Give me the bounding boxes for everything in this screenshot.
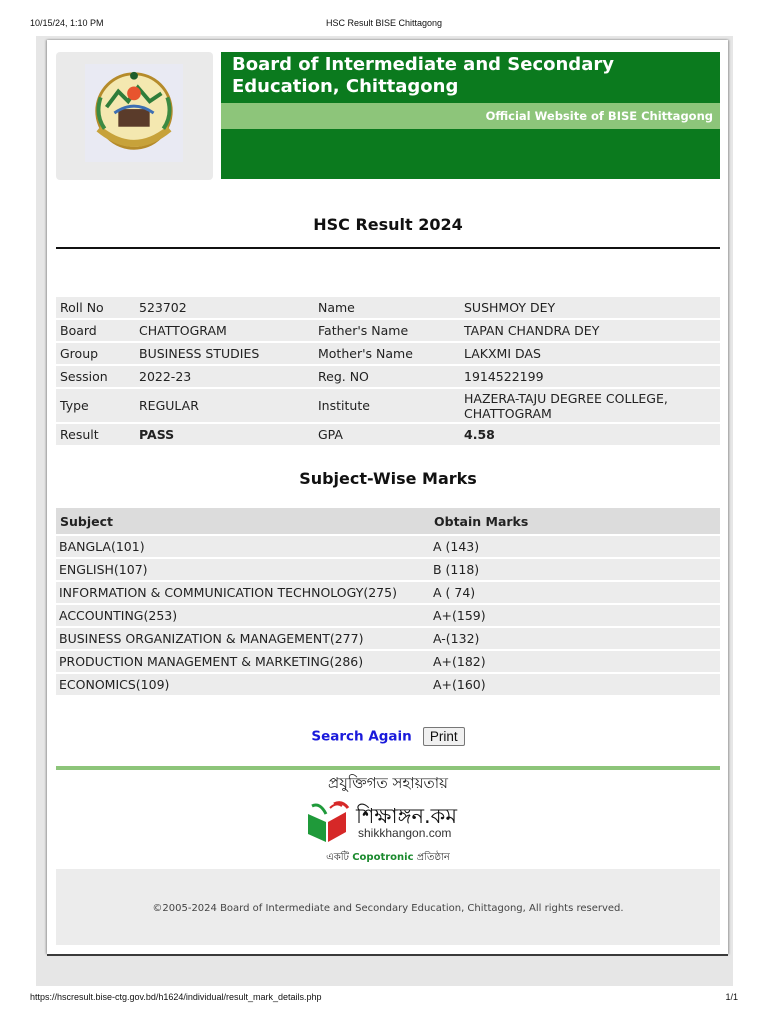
session-value: 2022-23 bbox=[135, 366, 314, 387]
copyright-text: ©2005-2024 Board of Intermediate and Secondary Education, Chittagong, All rights reserved. bbox=[152, 903, 624, 914]
print-page-number: 1/1 bbox=[725, 992, 738, 1002]
board-label: Board bbox=[56, 320, 135, 341]
site-subtitle: Official Website of BISE Chittagong bbox=[485, 109, 713, 123]
mother-name-value: LAKXMI DAS bbox=[460, 343, 720, 364]
page-title: HSC Result 2024 bbox=[313, 215, 463, 234]
sponsor-tag-prefix: একটি bbox=[326, 852, 350, 863]
marks-cell: A+(160) bbox=[430, 674, 720, 695]
search-again-link[interactable]: Search Again bbox=[311, 728, 412, 745]
gpa-label: GPA bbox=[314, 424, 460, 445]
type-value: REGULAR bbox=[135, 389, 314, 422]
result-value: PASS bbox=[135, 424, 314, 445]
group-value: BUSINESS STUDIES bbox=[135, 343, 314, 364]
subject-cell: ENGLISH(107) bbox=[56, 559, 430, 580]
name-value: SUSHMOY DEY bbox=[460, 297, 720, 318]
name-label: Name bbox=[314, 297, 460, 318]
shikkhangon-book-icon bbox=[304, 800, 352, 844]
session-label: Session bbox=[56, 366, 135, 387]
subject-marks-heading: Subject-Wise Marks bbox=[299, 469, 477, 488]
subject-cell: PRODUCTION MANAGEMENT & MARKETING(286) bbox=[56, 651, 430, 672]
action-bar bbox=[56, 726, 720, 746]
print-date: 10/15/24, 1:10 PM bbox=[30, 18, 104, 28]
board-title: Board of Intermediate and Secondary Education, Chittagong bbox=[232, 54, 614, 97]
board-value: CHATTOGRAM bbox=[135, 320, 314, 341]
sponsor-tagline bbox=[56, 850, 720, 867]
subject-cell: INFORMATION & COMMUNICATION TECHNOLOGY(275) bbox=[56, 582, 430, 603]
info-row-group bbox=[56, 343, 720, 364]
sponsor-name: শিক্ষাঙ্গন.কম bbox=[356, 804, 458, 828]
roll-value: 523702 bbox=[135, 297, 314, 318]
board-emblem-icon bbox=[85, 64, 183, 162]
info-row-board bbox=[56, 320, 720, 341]
type-label: Type bbox=[56, 389, 135, 422]
subject-marks-table bbox=[56, 506, 720, 697]
mother-name-label: Mother's Name bbox=[314, 343, 460, 364]
marks-cell: A ( 74) bbox=[430, 582, 720, 603]
copyright-footer bbox=[56, 869, 720, 945]
print-footer bbox=[30, 992, 738, 1006]
marks-cell: A (143) bbox=[430, 536, 720, 557]
group-label: Group bbox=[56, 343, 135, 364]
print-button[interactable]: Print bbox=[423, 727, 465, 746]
print-url: https://hscresult.bise-ctg.gov.bd/h1624/individual/result_mark_details.php bbox=[30, 992, 322, 1002]
print-header bbox=[30, 18, 738, 32]
table-row bbox=[56, 605, 720, 626]
table-row bbox=[56, 628, 720, 649]
table-row bbox=[56, 651, 720, 672]
sponsor-site: shikkhangon.com bbox=[358, 826, 452, 840]
result-label: Result bbox=[56, 424, 135, 445]
table-header-row bbox=[56, 508, 720, 534]
table-row bbox=[56, 559, 720, 580]
marks-cell: A-(132) bbox=[430, 628, 720, 649]
info-row-roll bbox=[56, 297, 720, 318]
reg-no-label: Reg. NO bbox=[314, 366, 460, 387]
info-row-session bbox=[56, 366, 720, 387]
father-name-label: Father's Name bbox=[314, 320, 460, 341]
marks-column-header: Obtain Marks bbox=[430, 508, 720, 534]
institute-value: HAZERA-TAJU DEGREE COLLEGE, CHATTOGRAM bbox=[460, 389, 720, 422]
table-row bbox=[56, 536, 720, 557]
subject-cell: BUSINESS ORGANIZATION & MANAGEMENT(277) bbox=[56, 628, 430, 649]
info-row-type bbox=[56, 389, 720, 422]
site-header bbox=[221, 52, 720, 179]
subject-cell: ECONOMICS(109) bbox=[56, 674, 430, 695]
sponsor-tag-suffix: প্রতিষ্ঠান bbox=[416, 852, 450, 863]
copotronic-brand: Copotronic bbox=[352, 852, 414, 863]
subject-column-header: Subject bbox=[56, 508, 430, 534]
gpa-value: 4.58 bbox=[460, 424, 720, 445]
tech-support-label: প্রযুক্তিগত সহায়তায় bbox=[328, 774, 448, 792]
table-row bbox=[56, 582, 720, 603]
institute-label: Institute bbox=[314, 389, 460, 422]
marks-cell: A+(182) bbox=[430, 651, 720, 672]
footer-divider bbox=[56, 766, 720, 770]
print-title: HSC Result BISE Chittagong bbox=[325, 18, 443, 28]
title-divider bbox=[56, 247, 720, 249]
reg-no-value: 1914522199 bbox=[460, 366, 720, 387]
subject-cell: ACCOUNTING(253) bbox=[56, 605, 430, 626]
table-row bbox=[56, 674, 720, 695]
marks-cell: A+(159) bbox=[430, 605, 720, 626]
father-name-value: TAPAN CHANDRA DEY bbox=[460, 320, 720, 341]
subtitle-strip bbox=[221, 103, 720, 129]
subject-cell: BANGLA(101) bbox=[56, 536, 430, 557]
info-row-result bbox=[56, 424, 720, 445]
marks-cell: B (118) bbox=[430, 559, 720, 580]
student-info-table bbox=[56, 295, 720, 447]
roll-label: Roll No bbox=[56, 297, 135, 318]
